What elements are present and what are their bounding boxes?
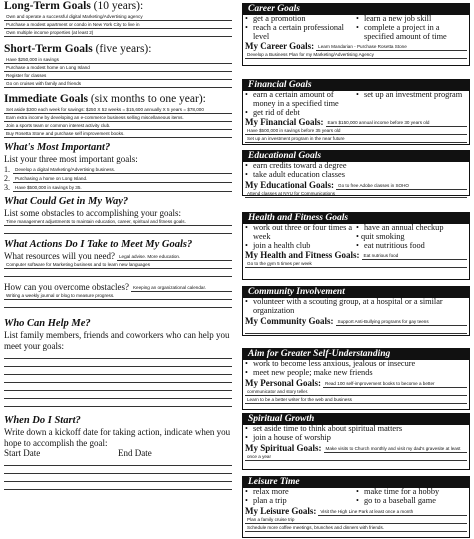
financial-header: Financial Goals (243, 80, 469, 91)
career-goal-field[interactable]: Learn Mandarian - Purchase Rosetta Stone (316, 43, 467, 51)
bullet-item: • work out three or four times a week (245, 223, 353, 241)
bullet-item: • have an annual checkup • quit smoking (356, 223, 444, 241)
financial-goal-label: My Financial Goals: (245, 117, 324, 128)
help-prompt: List family members, friends and coworkers who can help you meet your goals: (4, 330, 230, 351)
educational-goal-row (243, 180, 469, 190)
start-heading: When Do I Start? (4, 415, 81, 426)
self-understanding-bullets (243, 360, 469, 378)
spiritual-goal-line-1[interactable]: once a year (245, 453, 467, 461)
most-important-heading: What's Most Important? (4, 142, 111, 153)
short-term-line-2[interactable]: Purchase a modest home on Long Island (4, 64, 232, 72)
financial-goal-field[interactable]: Earn $150,000 annual income before 30 years old (326, 119, 468, 127)
community-goal-row (243, 316, 469, 326)
financial-bullets (243, 91, 469, 117)
health-goal-line-1[interactable]: Go to the gym 5 times per week (245, 260, 467, 268)
help-line-6[interactable] (4, 391, 232, 399)
financial-box (242, 79, 470, 145)
bullet-item: • go to a baseball game (356, 495, 436, 505)
bullet-item: • learn a new job skill (356, 14, 432, 23)
start-section (4, 415, 232, 490)
self-understanding-box (242, 348, 470, 410)
obstacles-section (4, 196, 232, 235)
help-line-2[interactable] (4, 359, 232, 367)
start-prompt: Write down a kickoff date for taking action, indicate when you hope to accomplish the goal: (4, 427, 231, 448)
leisure-box (242, 476, 470, 538)
educational-box (242, 150, 470, 196)
career-box (242, 3, 470, 66)
financial-goal-line-2[interactable]: Set up an investment program in the near future (245, 135, 467, 143)
short-term-section (4, 43, 232, 88)
bullet-item: • plan a trip (245, 495, 287, 505)
most-important-item-3 (4, 183, 232, 192)
actions-section (4, 239, 232, 308)
health-box (242, 212, 470, 280)
bullet-item: • meet new people; make new friends (245, 367, 373, 377)
bullet-item: • join a house of worship (245, 432, 331, 442)
most-important-field-2[interactable]: Purchasing a home on Long Island. (13, 175, 232, 183)
leisure-goal-field[interactable]: Visit the High Line Park at least once a month (318, 508, 467, 516)
item-number: 2. (4, 173, 10, 183)
spiritual-goal-label: My Spiritual Goals: (245, 442, 322, 453)
resources-label: What resources will you need? (4, 251, 115, 261)
health-header: Health and Fitness Goals (243, 213, 469, 224)
leisure-goal-row (243, 506, 469, 516)
leisure-header: Leisure Time (243, 477, 469, 488)
help-heading: Who Can Help Me? (4, 318, 91, 329)
educational-goal-label: My Educational Goals: (245, 179, 335, 190)
spiritual-goal-row (243, 443, 469, 453)
obstacles-prompt: List some obstacles to accomplishing your goals: (4, 207, 181, 218)
bullet-item: • volunteer with a scouting group, at a hospital or a similar organization (245, 297, 443, 315)
date-line-1[interactable] (4, 458, 232, 466)
personal-goal-line-1[interactable]: communicator and story teller. (245, 388, 467, 396)
spiritual-bullets (243, 425, 469, 443)
obstacles-heading: What Could Get in My Way? (4, 195, 129, 207)
financial-goal-line-1[interactable]: Have $500,000 in savings before 35 years old (245, 127, 467, 135)
career-header: Career Goals (243, 4, 469, 15)
long-term-line-2[interactable]: Purchase a modest apartment or condo in New York City to live in (4, 21, 232, 29)
help-line-3[interactable] (4, 367, 232, 375)
career-goal-row (243, 41, 469, 51)
end-date-label: End Date (118, 448, 152, 458)
personal-goal-label: My Personal Goals: (245, 377, 321, 388)
personal-goal-field[interactable]: Read 100 self-improvement books to become a better (323, 380, 467, 388)
community-goal-label: My Community Goals: (245, 315, 334, 326)
bullet-item: • reach a certain professional level (245, 22, 344, 41)
bullet-item: • eat nutritious food (356, 240, 425, 250)
spiritual-box (242, 413, 470, 470)
career-bullets (243, 15, 469, 41)
overcome-label: How can you overcome obstacles? (4, 282, 129, 292)
short-term-line-3[interactable]: Register for classes (4, 72, 232, 80)
obstacles-line-2[interactable] (4, 226, 232, 234)
bullet-item: • earn credits toward a degree (245, 161, 347, 170)
immediate-line-2[interactable]: Earn extra income by developing an e-commerce business selling miscellaneous items. (4, 114, 232, 122)
immediate-section (4, 93, 232, 138)
health-goal-field[interactable]: Eat nutrious food (362, 252, 467, 260)
community-bullets (243, 298, 469, 316)
bullet-item: • set up an investment program (356, 90, 463, 99)
actions-heading: What Actions Do I Take to Meet My Goals? (4, 239, 193, 250)
bullet-item: • get rid of debt (245, 107, 300, 117)
overcome-line-1[interactable]: Writing a weekly journal or blog to measure progress. (4, 292, 232, 300)
item-number: 1. (4, 164, 10, 174)
leisure-goal-line-1[interactable]: Plan a family cruise trip (245, 516, 467, 524)
most-important-item-1 (4, 165, 232, 174)
start-date-label: Start Date (4, 448, 41, 458)
overcome-line-2[interactable] (4, 300, 232, 308)
long-term-line-1[interactable]: Own and operate a successful digital Marketing/Advertising agency (4, 13, 232, 21)
immediate-line-4[interactable]: Buy Rosetta Stone and purchase self improvement books. (4, 130, 232, 138)
personal-goal-line-2[interactable]: Learn to be a better writer for the web and business (245, 396, 467, 404)
short-term-line-1[interactable]: Have $250,000 in savings (4, 56, 232, 64)
bullet-item: • work to become less anxious, jealous or insecure (245, 359, 416, 368)
community-goal-line-1[interactable] (245, 326, 467, 334)
item-number: 3. (4, 182, 10, 192)
educational-goal-field[interactable]: Go to free Adobe classes in SOHO (336, 182, 467, 190)
leisure-goal-label: My Leisure Goals: (245, 505, 317, 516)
health-bullets (243, 224, 469, 250)
bullet-item: • get a promotion (245, 14, 306, 23)
date-line-4[interactable] (4, 482, 232, 490)
long-term-line-3[interactable]: Own multiple income properties (at least 2) (4, 29, 232, 37)
bullet-item: • take adult education classes (245, 169, 345, 179)
help-line-7[interactable] (4, 399, 232, 407)
educational-bullets (243, 162, 469, 180)
obstacles-line-1[interactable]: Time management adjustments to maintain education, career, spiritual and fitness goals. (4, 218, 232, 226)
date-labels (4, 448, 232, 458)
resources-line-1[interactable]: Computer software for Marketing business and to learn new languages (4, 261, 232, 269)
left-column (4, 0, 232, 490)
community-header: Community Involvement (243, 287, 469, 298)
most-important-item-2 (4, 174, 232, 183)
bullet-item: • relax more (245, 487, 289, 496)
community-goal-field[interactable]: Support Anti-Bullying programs for gay teens (336, 318, 468, 326)
resources-field[interactable]: Legal advise. More education. (117, 253, 232, 261)
immediate-line-1[interactable]: Set aside $300 each week for savings: $250 X 52 weeks = $15,600 annually X 5 years = $78,000 (4, 106, 232, 114)
educational-header: Educational Goals (243, 151, 469, 162)
bullet-item: • join a health club (245, 240, 311, 250)
bullet-item: • complete a project in a specified amount of time (356, 22, 447, 41)
career-goal-line-1[interactable]: Develop a Business Plan for my Marketing/Advertising Agency (245, 51, 467, 59)
short-term-line-4[interactable]: Go on cruises with family and friends (4, 80, 232, 88)
community-box (242, 286, 470, 336)
bullet-item: • set aside time to think about spiritual matters (245, 424, 403, 433)
health-goal-label: My Health and Fitness Goals: (245, 250, 360, 261)
bullet-item: • earn a certain amount of money in a specified time (245, 90, 339, 108)
date-line-3[interactable] (4, 474, 232, 482)
personal-goal-row (243, 378, 469, 388)
most-important-prompt: List your three most important goals: (4, 154, 138, 164)
most-important-field-1[interactable]: Develop a digital Marketing/Advertising business. (13, 166, 232, 174)
help-line-1[interactable] (4, 351, 232, 359)
leisure-goal-line-2[interactable]: Schedule more coffee meetings, brunches and dinners with friends. (245, 524, 467, 532)
bullet-item: • make time for a hobby (356, 487, 440, 496)
immediate-line-3[interactable]: Join a sports team or common interest activity club. (4, 122, 232, 130)
overcome-field[interactable]: Keeping an organizational calendar. (131, 284, 232, 292)
educational-goal-line-1[interactable]: Attend classes at NYU for Communications (245, 190, 467, 198)
resources-row (4, 251, 232, 261)
help-section (4, 318, 232, 407)
spiritual-goal-field[interactable]: Make visits to Church monthly and visit my dad's gravesite at least (324, 445, 467, 453)
health-goal-row (243, 250, 469, 260)
help-line-4[interactable] (4, 375, 232, 383)
leisure-bullets (243, 488, 469, 506)
financial-goal-row (243, 117, 469, 127)
help-line-5[interactable] (4, 383, 232, 391)
most-important-section (4, 142, 232, 192)
immediate-heading: Immediate Goals (six months to one year): (4, 93, 206, 105)
career-goal-label: My Career Goals: (245, 41, 315, 52)
resources-line-2[interactable] (4, 269, 232, 277)
short-term-heading: Short-Term Goals (five years): (4, 43, 152, 55)
most-important-field-3[interactable]: Have $500,000 in savings by 35. (13, 184, 232, 192)
date-line-2[interactable] (4, 466, 232, 474)
long-term-section (4, 0, 232, 37)
spiritual-header: Spiritual Growth (243, 414, 469, 425)
overcome-row (4, 282, 232, 292)
self-understanding-header: Aim for Greater Self-Understanding (243, 349, 469, 360)
long-term-heading: Long-Term Goals (10 years): (4, 0, 144, 12)
